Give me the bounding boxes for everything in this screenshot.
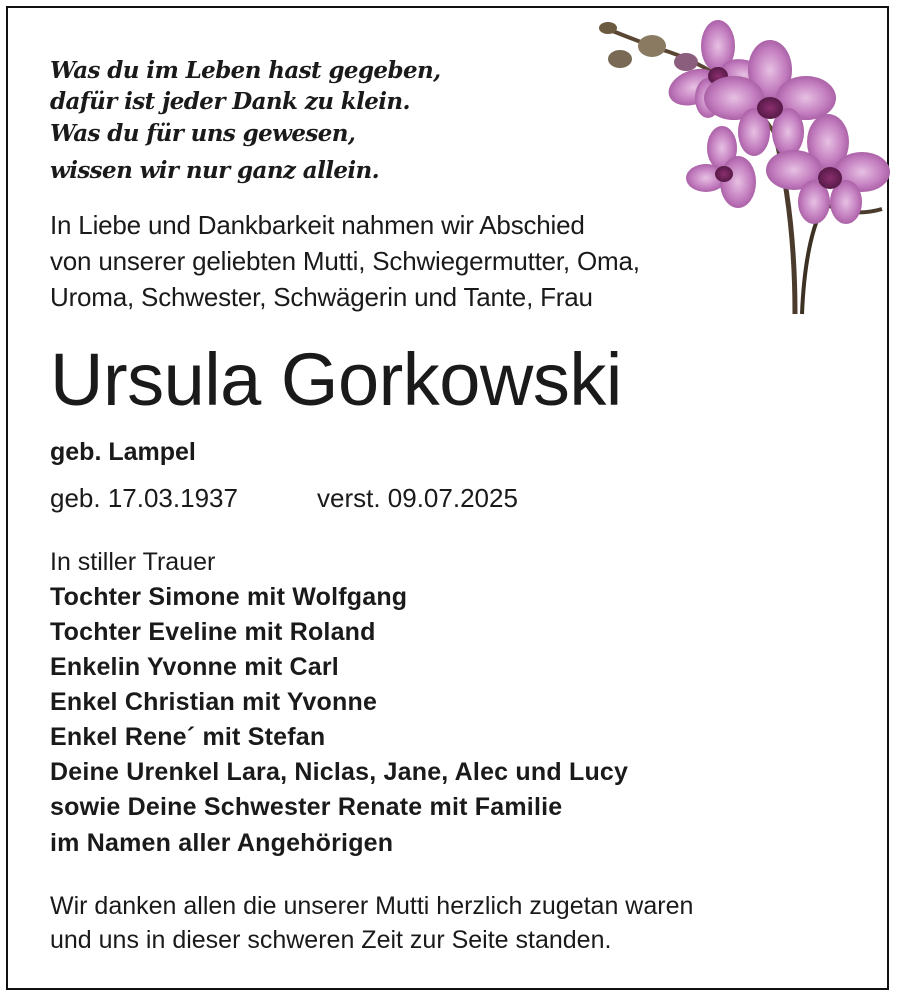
mourner-line: Tochter Simone mit Wolfgang bbox=[50, 583, 408, 611]
thanks-line: Wir danken allen die unserer Mutti herzlich zugetan waren bbox=[50, 892, 694, 920]
death-date: verst. 09.07.2025 bbox=[317, 483, 518, 513]
poem-line: dafür ist jeder Dank zu klein. bbox=[50, 88, 410, 115]
maiden-name: geb. Lampel bbox=[50, 438, 196, 466]
mourner-line: im Namen aller Angehörigen bbox=[50, 829, 394, 857]
mourner-line: Tochter Eveline mit Roland bbox=[50, 618, 376, 646]
mourner-line: Enkel Rene´ mit Stefan bbox=[50, 723, 326, 751]
intro-line: In Liebe und Dankbarkeit nahmen wir Abschied bbox=[50, 210, 585, 240]
poem-line: wissen wir nur ganz allein. bbox=[50, 157, 380, 184]
mourner-line: Enkel Christian mit Yvonne bbox=[50, 688, 378, 716]
poem-line: Was du im Leben hast gegeben, bbox=[50, 57, 441, 84]
intro-line: Uroma, Schwester, Schwägerin und Tante, Frau bbox=[50, 282, 593, 312]
poem-line: Was du für uns gewesen, bbox=[50, 120, 356, 147]
deceased-name: Ursula Gorkowski bbox=[50, 338, 622, 421]
birth-date: geb. 17.03.1937 bbox=[50, 483, 238, 513]
thanks-line: und uns in dieser schweren Zeit zur Seite standen. bbox=[50, 926, 612, 954]
mourner-line: Deine Urenkel Lara, Niclas, Jane, Alec und Lucy bbox=[50, 758, 629, 786]
mourner-line: Enkelin Yvonne mit Carl bbox=[50, 653, 339, 681]
intro-line: von unserer geliebten Mutti, Schwiegermutter, Oma, bbox=[50, 246, 640, 276]
mourning-heading: In stiller Trauer bbox=[50, 548, 216, 576]
mourner-line: sowie Deine Schwester Renate mit Familie bbox=[50, 793, 563, 821]
